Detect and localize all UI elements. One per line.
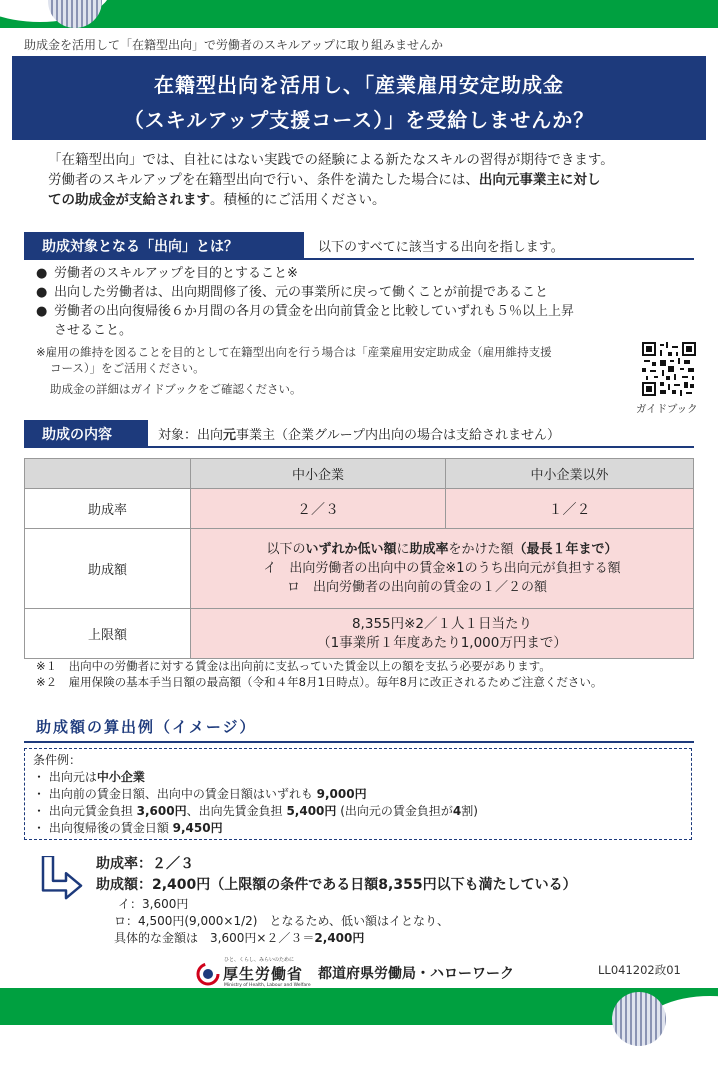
- top-green-bar: [0, 0, 718, 28]
- amount-bold2: 助成率: [409, 542, 449, 557]
- section2-rule: [24, 446, 694, 448]
- intro-line2: [48, 170, 708, 190]
- rate-sme: ２／３: [191, 489, 446, 529]
- mhlw-tagline: ひと、くらし、みらいのために: [224, 957, 295, 963]
- cond-4: [33, 820, 683, 837]
- section2-subtitle-bold: 元: [223, 428, 237, 443]
- cond-4-pre: ・ 出向復帰後の賃金日額: [33, 821, 173, 835]
- col-sme: 中小企業: [191, 459, 446, 489]
- result-final: [114, 930, 696, 947]
- cond-3-mid2: (出向元の賃金負担が: [336, 804, 453, 818]
- qr-label: ガイドブック: [636, 403, 698, 415]
- intro-line1: 「在籍型出向」では、自社にはない実践での経験による新たなスキルの習得が期待できます。: [48, 152, 614, 168]
- cond-1: [33, 769, 683, 786]
- note-line2: コース）」をご活用ください。: [50, 361, 205, 375]
- intro-text: [48, 150, 708, 210]
- intro-line2-pre: 労働者のスキルアップを在籍型出向で行い、条件を満たした場合には、: [48, 172, 479, 188]
- cond-4-bold: 9,450円: [172, 821, 223, 835]
- cond-1-bold: 中小企業: [96, 770, 145, 784]
- amount-cell: [191, 529, 694, 609]
- rate-non-sme: １／２: [446, 489, 694, 529]
- intro-line3-post: 。積極的にご活用ください。: [210, 192, 386, 208]
- list-item-text: 労働者のスキルアップを目的とすること※: [54, 266, 298, 281]
- bullet-icon: ●: [36, 304, 48, 319]
- section1-list: [36, 264, 646, 340]
- cond-3-bold3: 4: [452, 804, 462, 818]
- section2-subtitle: [158, 424, 560, 443]
- tagline: 助成金を活用して「在籍型出向」で労働者のスキルアップに取り組みませんか: [24, 38, 444, 52]
- amount-pre: 以下の: [266, 542, 306, 557]
- qr-code[interactable]: [642, 342, 696, 396]
- amount-mid: に: [396, 542, 410, 557]
- amount-bold1: いずれか低い額: [305, 542, 397, 557]
- row-amount-label: 助成額: [25, 529, 191, 609]
- section1-rule: [24, 258, 694, 260]
- section2-heading-text: 助成の内容: [42, 427, 112, 443]
- doc-code: LL041202政01: [598, 963, 681, 977]
- note-line1: ※雇用の維持を図ることを目的として在籍型出向を行う場合は「産業雇用安定助成金（雇用維持支援: [36, 345, 552, 359]
- list-item-text: 労働者の出向復帰後６か月間の各月の賃金を出向前賃金と比較していずれも５％以上上昇: [54, 304, 575, 319]
- list-item: [36, 283, 646, 302]
- amount-i: イ 出向労働者の出向中の賃金※1のうち出向元が負担する額: [263, 561, 621, 576]
- guide-note: 助成金の詳細はガイドブックをご確認ください。: [50, 382, 302, 396]
- list-item-text: させること。: [54, 323, 133, 338]
- offices: 都道府県労働局・ハローワーク: [318, 966, 514, 982]
- amount-mid2: をかけた額: [448, 542, 514, 557]
- subsidy-table: [24, 458, 694, 659]
- result-block: [96, 854, 696, 947]
- footnote-1: ※１ 出向中の労働者に対する賃金は出向前に支払っていた賃金以上の額を支払う必要があります。: [36, 659, 551, 673]
- cond-2-bold: 9,000円: [316, 787, 367, 801]
- result-final-pre: 具体的な金額は 3,600円×２／３＝: [114, 931, 315, 945]
- section1-heading: [24, 232, 304, 258]
- cond-3-post: 割): [461, 804, 478, 818]
- section1-heading-text: 助成対象となる「出向」とは？: [42, 239, 238, 255]
- conditions-box: [24, 748, 692, 840]
- cond-3-bold2: 5,400円: [286, 804, 337, 818]
- title-banner: [12, 56, 706, 140]
- conditions: [25, 749, 691, 840]
- limit-cell: [191, 609, 694, 659]
- result-details: [96, 896, 696, 947]
- col-non-sme: 中小企業以外: [446, 459, 694, 489]
- example-heading-rule: [24, 741, 694, 743]
- intro-line3: [48, 190, 708, 210]
- title-line1: 在籍型出向を活用し、「産業雇用安定助成金: [154, 73, 564, 97]
- list-item: [36, 264, 646, 283]
- cond-2-pre: ・ 出向前の賃金日額、出向中の賃金日額はいずれも: [33, 787, 317, 801]
- amount-line1: [192, 540, 692, 559]
- bullet-icon: ●: [36, 266, 48, 281]
- section2-subtitle-post: 事業主（企業グループ内出向の場合は支給されません）: [236, 428, 560, 443]
- result-ro: ロ：4,500円(9,000×1/2) となるため、低い額はイとなり、: [114, 914, 449, 928]
- section2-subtitle-pre: 対象：出向: [158, 428, 224, 443]
- section1-note: [36, 344, 636, 397]
- list-item-continued: [36, 321, 646, 340]
- amount-bold3: （最長１年まで）: [513, 542, 618, 557]
- result-arrow-icon: [40, 856, 84, 902]
- example-heading: 助成額の算出例（イメージ）: [36, 718, 257, 736]
- cond-2: [33, 786, 683, 803]
- limit-line2: （1事業所１年度あたり1,000万円まで）: [317, 634, 567, 651]
- amount-ro: ロ 出向労働者の出向前の賃金の１／２の額: [286, 580, 547, 595]
- cond-title: 条件例：: [33, 753, 82, 767]
- title-line2: （スキルアップ支援コース）」を受給しませんか？: [123, 108, 595, 132]
- footnote-2: ※２ 雇用保険の基本手当日額の最高額（令和４年8月1日時点）。毎年8月に改正されるためご注意ください。: [36, 675, 603, 689]
- bottom-green-bar: [0, 988, 718, 1025]
- cond-1-pre: ・ 出向元は: [33, 770, 97, 784]
- result-i: イ：3,600円: [118, 897, 189, 911]
- result-final-bold: 2,400円: [314, 931, 365, 945]
- list-item: [36, 302, 646, 321]
- section2-heading: [24, 420, 148, 446]
- mhlw-name: 厚生労働省: [223, 965, 304, 983]
- result-amount: 助成額：2,400円（上限額の条件である日額8,355円以下も満たしている）: [96, 877, 577, 893]
- row-limit-label: 上限額: [25, 609, 191, 659]
- cond-3-mid: 、出向先賃金負担: [186, 804, 287, 818]
- table-corner: [25, 459, 191, 489]
- bullet-icon: ●: [36, 285, 48, 300]
- mhlw-en: Ministry of Health, Labour and Welfare: [224, 983, 311, 988]
- intro-line2-bold: 出向元事業主に対し: [478, 172, 601, 188]
- cond-3-bold1: 3,600円: [136, 804, 187, 818]
- bottom-stripe-circle: [612, 992, 666, 1046]
- limit-line1: 8,355円※2／１人１日当たり: [351, 615, 533, 632]
- result-rate: 助成率：２／３: [96, 856, 194, 872]
- list-item-text: 出向した労働者は、出向期間修了後、元の事業所に戻って働くことが前提であること: [54, 285, 549, 300]
- row-rate-label: 助成率: [25, 489, 191, 529]
- mhlw-logo-icon: [196, 962, 220, 986]
- section1-subtitle: 以下のすべてに該当する出向を指します。: [318, 240, 564, 255]
- footnotes: [36, 658, 708, 690]
- intro-line3-bold: ての助成金が支給されます: [48, 192, 210, 208]
- cond-3: [33, 803, 683, 820]
- cond-3-pre: ・ 出向元賃金負担: [33, 804, 137, 818]
